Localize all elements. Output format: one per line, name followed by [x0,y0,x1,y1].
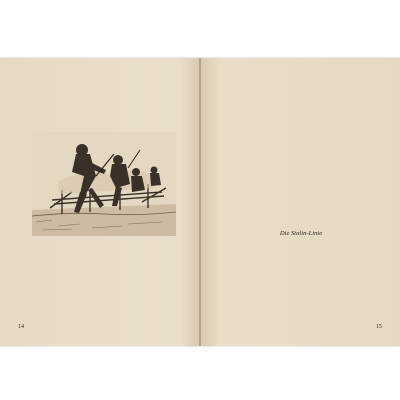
page-number: 14 [18,324,24,330]
page-number: 15 [376,324,382,330]
section-heading: Die Stalin-Linie [279,230,323,237]
book-spread [0,58,400,346]
right-page [201,58,400,346]
left-page [0,58,199,346]
war-illustration [32,132,176,236]
soldiers-crossing-obstacle-image [32,132,176,236]
